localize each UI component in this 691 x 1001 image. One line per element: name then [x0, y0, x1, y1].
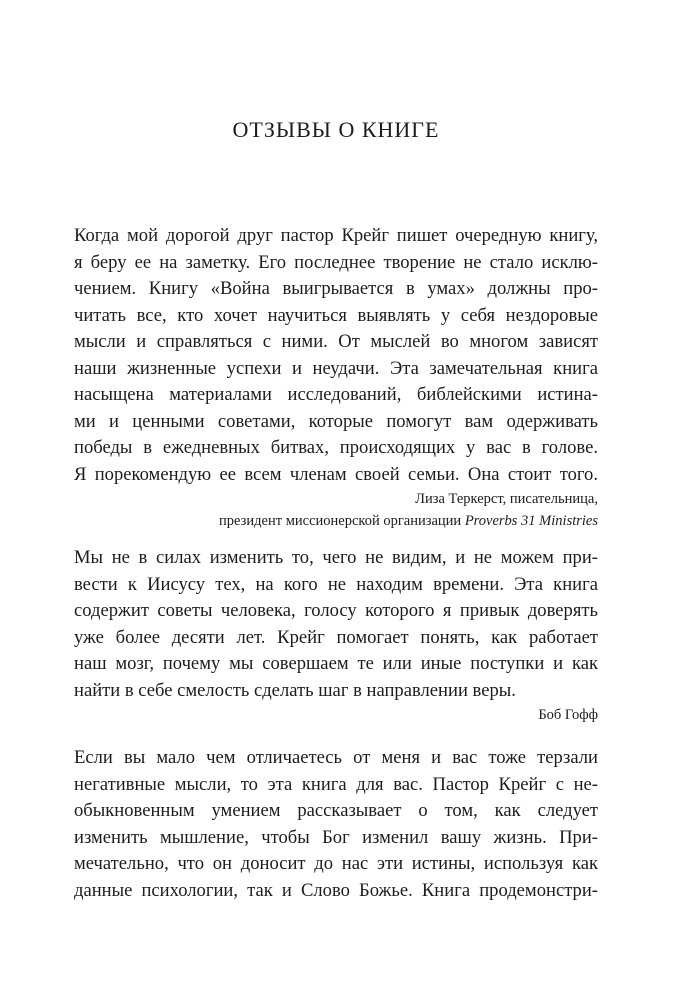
review-line: я беру ее на заметку. Его последнее творение не стало исклю- — [74, 251, 598, 273]
review-line: Я порекомендую ее всем членам своей семьи. Она стоит того. — [74, 463, 598, 485]
attribution-role-text: президент миссионерской организации — [219, 513, 462, 529]
review-line: ми и ценными советами, которые помогут вам одерживать — [74, 410, 598, 432]
review-line: негативные мысли, то эта книга для вас. Пастор Крейг с не- — [74, 773, 598, 795]
review-line: наши жизненные успехи и неудачи. Эта замечательная книга — [74, 357, 598, 379]
review-line: данные психологии, так и Слово Божье. Книга продемонстри- — [74, 879, 598, 901]
review-line: мечательно, что он доносит до нас эти истины, используя как — [74, 853, 598, 874]
review-line: чением. Книгу «Война выигрывается в умах» должны про- — [74, 278, 598, 299]
review-line: наш мозг, почему мы совершаем те или иные поступки и как — [74, 653, 598, 674]
review-3 — [74, 745, 598, 904]
review-line: обыкновенным умением рассказывает о том, как следует — [74, 800, 598, 821]
review-line: изменить мышление, чтобы Бог изменил вашу жизнь. При- — [74, 826, 598, 848]
review-attribution-role — [74, 510, 598, 532]
review-1 — [74, 223, 598, 532]
book-page — [74, 0, 598, 1001]
review-line: мысли и справляться с ними. От мыслей во многом зависят — [74, 331, 598, 352]
review-line: уже более десяти лет. Крейг помогает понять, как работает — [74, 626, 598, 648]
review-line: читать все, кто хочет научиться выявлять у себя нездоровые — [74, 304, 598, 326]
review-line: найти в себе смелость сделать шаг в направлении веры. — [74, 679, 516, 701]
review-2 — [74, 545, 598, 726]
review-line: Когда мой дорогой друг пастор Крейг пишет очередную книгу, — [74, 225, 598, 246]
review-attribution-author: Лиза Теркерст, писательница, — [415, 491, 598, 507]
review-line: содержит советы человека, голосу которого я привык доверять — [74, 600, 598, 621]
review-line: Мы не в силах изменить то, чего не видим, и не можем при- — [74, 547, 598, 568]
attribution-organization: Proverbs 31 Ministries — [464, 513, 598, 529]
review-line: победы в ежедневных битвах, происходящих у вас в голове. — [74, 437, 598, 458]
review-line: Если вы мало чем отличаетесь от меня и вас тоже терзали — [74, 747, 598, 768]
review-attribution-author: Боб Гофф — [538, 707, 598, 723]
review-line: насыщена материалами исследований, библейскими истина- — [74, 384, 598, 405]
review-line: вести к Иисусу тех, на кого не находим времени. Эта книга — [74, 573, 598, 595]
page-title: ОТЗЫВЫ О КНИГЕ — [232, 117, 440, 142]
